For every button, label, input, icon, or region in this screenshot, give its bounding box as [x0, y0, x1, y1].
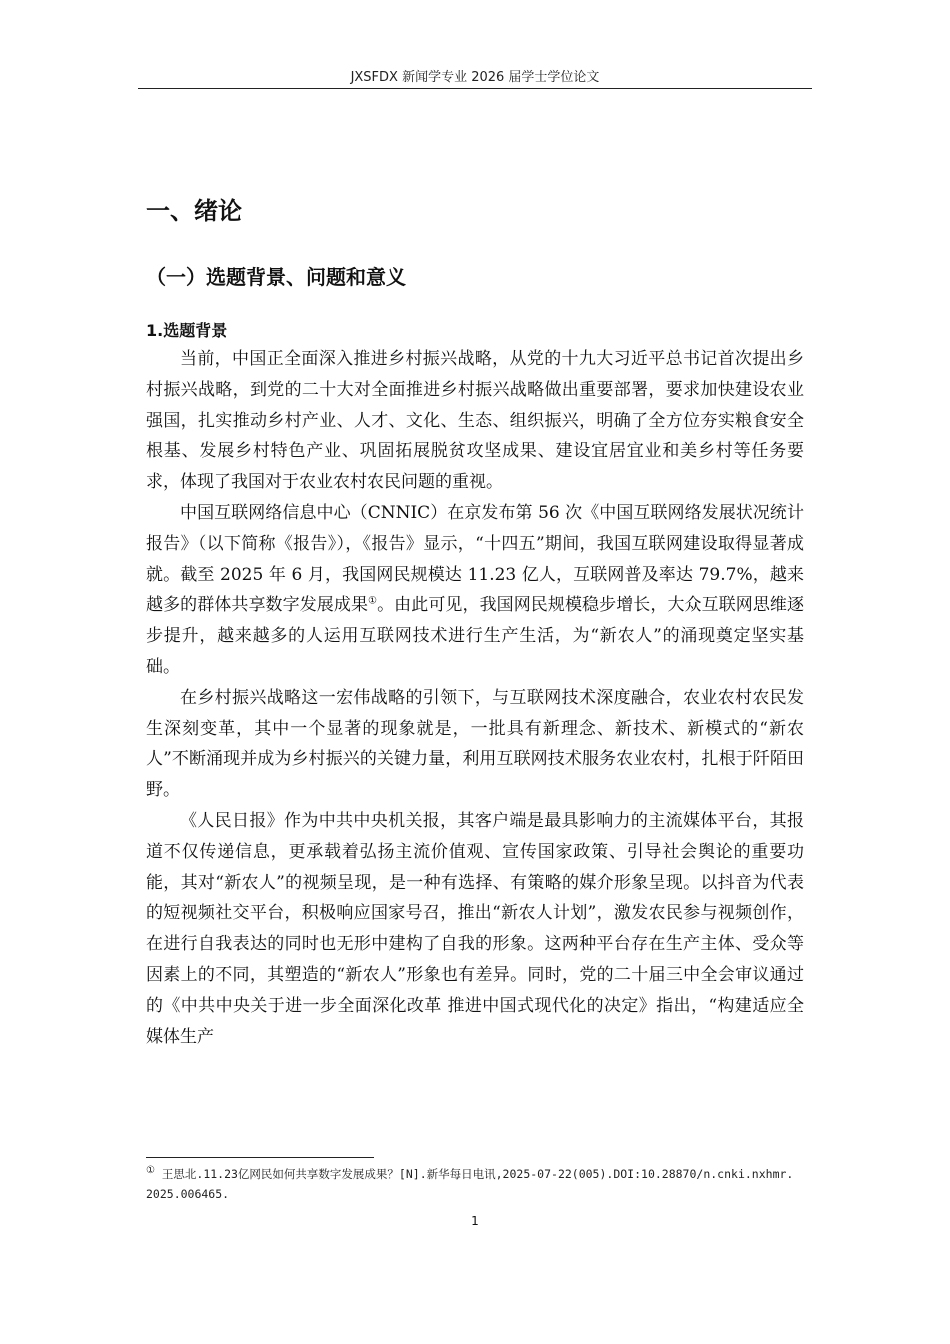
paragraph-2-text-b: 。由此可见，我国网民规模稳步增长，大众互联网思维逐步提升，越来越多的人运用互联网技术进行生产生活，为“新农人”的涌现奠定坚实基础。: [146, 595, 805, 677]
section-title: （一）选题背景、问题和意义: [146, 265, 406, 289]
paragraph-4: 《人民日报》作为中共中央机关报，其客户端是最具影响力的主流媒体平台，其报道不仅传递信息，更承载着弘扬主流价值观、宣传国家政策、引导社会舆论的重要功能，其对“新农人”的视频呈现，是一种有选择、有策略的媒介形象呈现。以抖音为代表的短视频社交平台，积极响应国家号召，推出“新农人计划”，激发农民参与视频创作，在进行自我表达的同时也无形中建构了自我的形象。这两种平台存在生产主体、受众等因素上的不同，其塑造的“新农人”形象也有差异。同时，党的二十届三中全会审议通过的《中共中央关于进一步全面深化改革 推进中国式现代化的决定》指出，“构建适应全媒体生产: [146, 810, 804, 1047]
paragraph-3: 在乡村振兴战略这一宏伟战略的引领下，与互联网技术深度融合，农业农村农民发生深刻变革，其中一个显著的现象就是，一批具有新理念、新技术、新模式的“新农人”不断涌现并成为乡村振兴的关键力量，利用互联网技术服务农业农村，扎根于阡陌田野。: [146, 687, 804, 801]
footnote-text: 王思北.11.23亿网民如何共享数字发展成果？[N].新华每日电讯,2025-07-22(005).DOI:10.28870/n.cnki.nxhmr.2025.006465.: [146, 1167, 794, 1201]
page-number: 1: [471, 1214, 479, 1228]
header-rule: [138, 88, 812, 89]
chapter-title: 一、绪论: [146, 197, 242, 225]
footnote-mark: ①: [146, 1165, 155, 1177]
subsection-title: 1.选题背景: [146, 321, 228, 340]
footnote-rule: [146, 1157, 374, 1158]
body-text: [146, 344, 804, 1052]
footnote-reference[interactable]: ①: [368, 595, 378, 607]
footnote: [146, 1164, 796, 1204]
paragraph-1: 当前，中国正全面深入推进乡村振兴战略，从党的十九大习近平总书记首次提出乡村振兴战略，到党的二十大对全面推进乡村振兴战略做出重要部署，要求加快建设农业强国，扎实推动乡村产业、人才、文化、生态、组织振兴，明确了全方位夯实粮食安全根基、发展乡村特色产业、巩固拓展脱贫攻坚成果、建设宜居宜业和美乡村等任务要求，体现了我国对于农业农村农民问题的重视。: [146, 349, 804, 493]
paragraph-2-text-a: 中国互联网络信息中心（CNNIC）在京发布第 56 次《中国互联网络发展状况统计报告》（以下简称《报告》），《报告》显示，“十四五”期间，我国互联网建设取得显著成就。截至 2025 年 6 月，我国网民规模达 11.23 亿人，互联网普及率达 79.7%，越来越多的群体共享数字发展成果: [146, 502, 804, 616]
running-header: JXSFDX 新闻学专业 2026 届学士学位论文: [350, 70, 600, 85]
paragraph-2: [146, 498, 804, 683]
